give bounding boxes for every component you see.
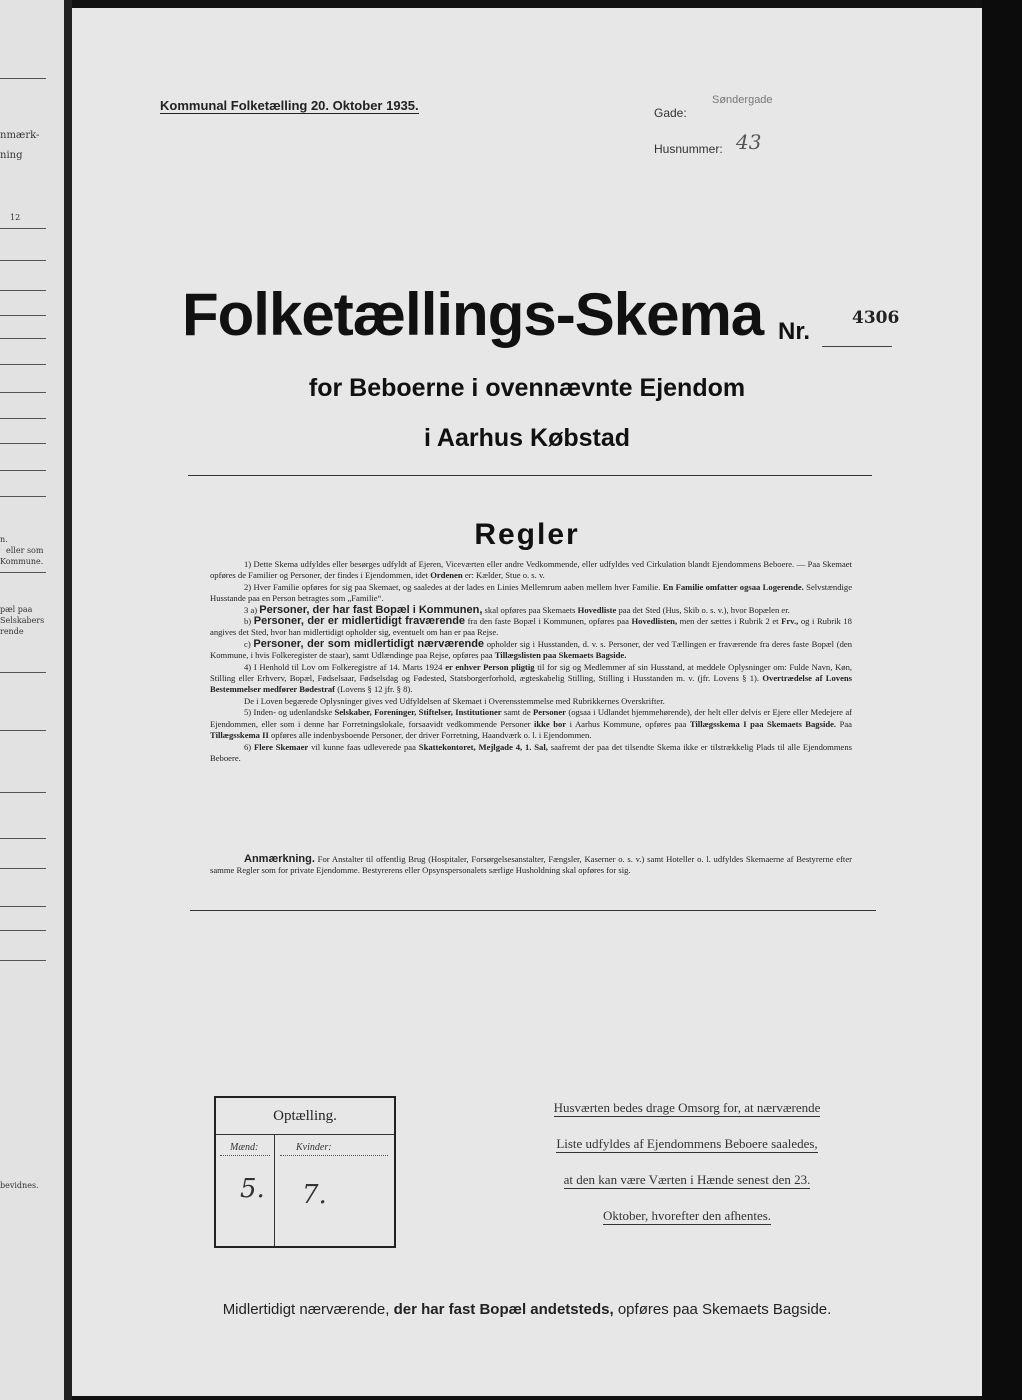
rule-3b: b) Personer, der er midlertidigt fraværende fra den faste Bopæl i Kommunen, opføres paa Hovedlisten, men der sættes i Rubrik 2 et Frv., og i Rubrik 18 angives det Sted, hvor han midlertidigt opholder sig, eventuelt om han er paa Rejse. (210, 615, 852, 638)
margin-rule (0, 838, 46, 839)
form-number: 4306 (852, 308, 900, 328)
divider-top (188, 475, 872, 476)
scan-border (982, 0, 1022, 1400)
form-title: Folketællings-Skema (182, 281, 764, 348)
husnummer-label: Husnummer: (654, 142, 723, 156)
notice-line-4: Oktober, hvorefter den afhentes. (602, 1208, 772, 1223)
rule-1: 1) Dette Skema udfyldes eller besørges udfyldt af Ejeren, Viceværten eller andre Vedkommende, eller udfyldes ved Cirkulation blandt Ejendommens Beboere. — Paa Skemaet opføres de Familier og Personer, der findes i Ejendommen, idet Ordenen er: Kælder, Stue o. s. v. (210, 559, 852, 581)
margin-rule (0, 730, 46, 731)
rule-6: 6) Flere Skemaer vil kunne faas udleverede paa Skattekontoret, Mejlgade 4, 1. Sal, saafremt der paa det tilsendte Skema ikke er tilstrækkelig Plads til alle Ejendommens Beboere. (210, 741, 853, 763)
margin-text: Kommune. (0, 557, 44, 566)
margin-text: 12 (10, 213, 21, 222)
gade-label: Gade: (654, 106, 687, 120)
tally-dotted-line (220, 1155, 270, 1156)
maend-label: Mænd: (230, 1142, 259, 1153)
margin-text: ning (0, 150, 23, 161)
margin-rule (0, 364, 46, 365)
margin-rule (0, 260, 46, 261)
rule-5: 5) Inden- og udenlandske Selskaber, Foreninger, Stiftelser, Institutioner samt de Personer (ogsaa i Udlandet hjemmehørende), der helt eller delvis er Ejere eller Medejere af Ejendommen, eller som i denne har Forretningslokale, forsaavidt vedkommende Personer ikke bor i Aarhus Kommune, opføres paa Tillægsskema I paa Skemaets Bagside. Paa Tillægsskema II opføres alle indenbysboende Personer, der driver Forretning, Haandværk o. l. i Ejendommen. (210, 707, 853, 741)
gade-value: Søndergade (712, 94, 773, 106)
margin-rule (0, 930, 46, 931)
subtitle-beboerne: for Beboerne i ovennævnte Ejendom (308, 374, 746, 402)
margin-text: rende (0, 627, 24, 636)
census-heading: Kommunal Folketælling 20. Oktober 1935. (160, 98, 419, 113)
margin-rule (0, 496, 46, 497)
rule-4: 4) I Henhold til Lov om Folkeregistre af 14. Marts 1924 er enhver Person pligtig til for sig og Medlemmer af sin Husstand, at meddele Oplysninger om: Fulde Navn, Køn, Stilling eller Erhverv, Bopæl, Fødselsaar, Fødselsdag og Fødested, Statsborgerforhold, ægteskabelig Stilling, Stilling i Husstanden m. v. (jfr. Lovens § 1). Overtrædelse af Lovens Bestemmelser medfører Bødestraf (Lovens § 12 jfr. § 8). (210, 661, 853, 695)
margin-text: bevidnes. (0, 1181, 39, 1190)
notice-line-2: Liste udfyldes af Ejendommens Beboere saaledes, (556, 1136, 818, 1151)
margin-rule (0, 470, 46, 471)
kvinder-count: 7. (302, 1180, 327, 1210)
margin-rule (0, 906, 46, 907)
anmaerkning-note (210, 854, 852, 877)
regler-heading: Regler (474, 518, 580, 551)
margin-text: Selskabers (0, 616, 45, 625)
nr-underline (822, 346, 892, 347)
divider-bottom (190, 910, 876, 911)
margin-text: n. (0, 535, 8, 544)
rules-text (210, 559, 852, 764)
margin-text: nmærk- (0, 130, 40, 141)
optaelling-title: Optælling. (216, 1098, 394, 1135)
margin-rule (0, 392, 46, 393)
margin-rule (0, 868, 46, 869)
rule-3c: c) Personer, der som midlertidigt nærværende opholder sig i Husstanden, d. v. s. Personer, der ved Tællingen er fraværende fra deres faste Bopæl (den Kommune, i hvis Folkeregister de staar), samt Udlændinge paa Rejse, opføres paa Tillægslisten paa Skemaets Bagside. (210, 637, 852, 661)
margin-rule (0, 290, 46, 291)
anmaerkning-text: For Anstalter til offentlig Brug (Hospitaler, Forsørgelsesanstalter, Fængsler, Kaserner o. s. v.) samt Hoteller o. l. udfyldes Skemaerne af Bestyrerne efter samme Regler som for private Ejendomme. Bestyrerens eller Opsynspersonalets særlige Husholdning skal opføres for sig. (210, 854, 852, 876)
tally-dotted-line (280, 1155, 388, 1156)
margin-text: eller som (6, 546, 44, 555)
census-form-page (72, 8, 982, 1396)
margin-text: pæl paa (0, 605, 33, 614)
margin-rule (0, 338, 46, 339)
husnummer-value: 43 (736, 130, 762, 154)
notice-line-3: at den kan være Værten i Hænde senest den 23. (563, 1172, 811, 1187)
margin-rule (0, 78, 46, 79)
tally-column-divider (274, 1134, 275, 1246)
maend-count: 5. (240, 1174, 265, 1204)
rule-4b: De i Loven begærede Oplysninger gives ved Udfyldelsen af Skemaet i Overensstemmelse med Rubrikkernes Overskrifter. (244, 695, 665, 706)
footer-note: Midlertidigt nærværende, der har fast Bopæl andetsteds, opføres paa Skemaets Bagside. (222, 1301, 832, 1318)
margin-rule (0, 672, 46, 673)
margin-rule (0, 443, 46, 444)
notice-line-1: Husværten bedes drage Omsorg for, at nærværende (553, 1100, 821, 1115)
margin-rule (0, 960, 46, 961)
optaelling-box (214, 1096, 396, 1248)
kvinder-label: Kvinder: (296, 1142, 332, 1153)
anmaerkning-label: Anmærkning. (244, 853, 315, 865)
margin-rule (0, 572, 46, 573)
margin-rule (0, 315, 46, 316)
nr-label: Nr. (778, 318, 811, 345)
subtitle-aarhus: i Aarhus Købstad (423, 424, 631, 452)
book-spine (64, 0, 72, 1400)
left-page-margin (0, 0, 64, 1400)
rule-3a: 3 a) Personer, der har fast Bopæl i Kommunen, skal opføres paa Skemaets Hovedliste paa det Sted (Hus, Skib o. s. v.), hvor Bopælen er. (244, 603, 790, 616)
margin-rule (0, 418, 46, 419)
margin-rule (0, 228, 46, 229)
margin-rule (0, 792, 46, 793)
rule-2: 2) Hver Familie opføres for sig paa Skemaet, og saaledes at der lades en Linies Mellemrum aaben mellem hver Familie. En Familie omfatter ogsaa Logerende. Selvstændige Husstande paa en Person betragtes som „Familie“. (210, 581, 853, 604)
